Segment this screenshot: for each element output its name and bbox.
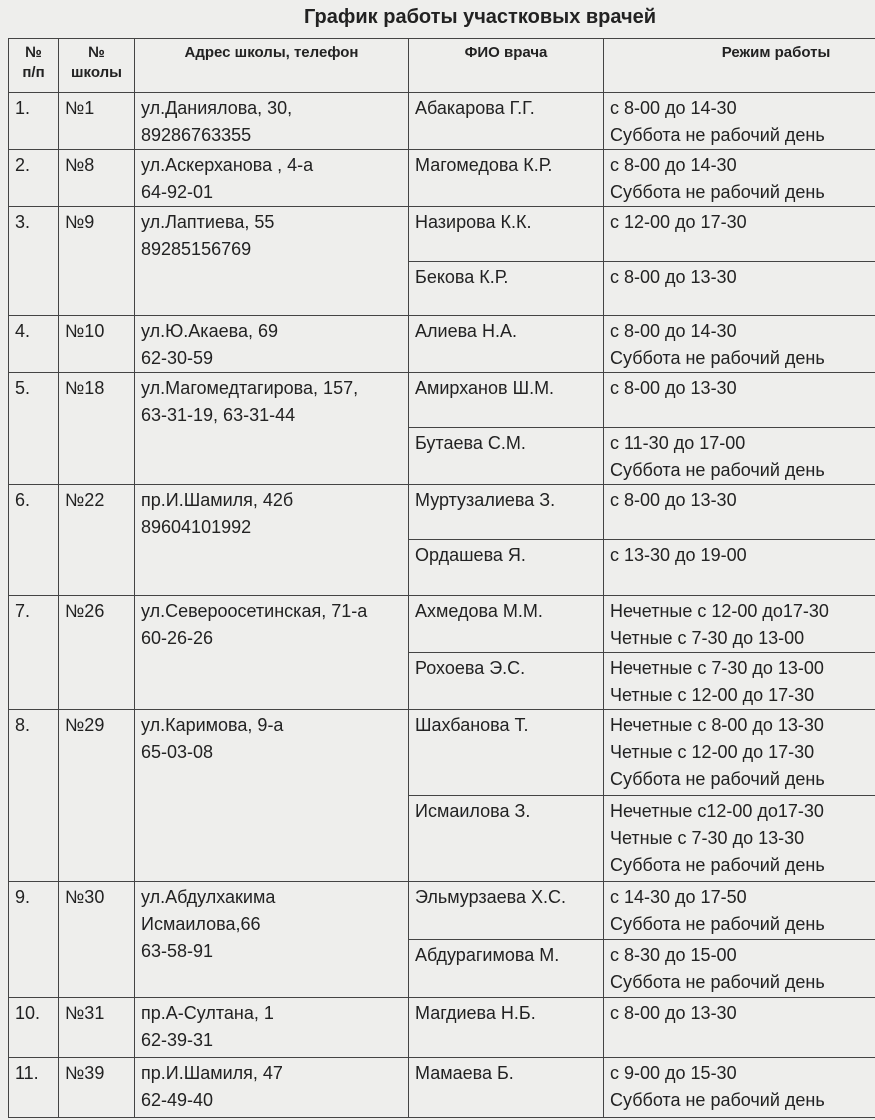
row-number: 7. [9,596,59,710]
address-line: 63-31-19, 63-31-44 [141,405,296,425]
address-line: ул.Каримова, 9-а [141,715,284,735]
work-mode [604,998,875,1058]
doctor-name: Абакарова Г.Г. [409,93,604,150]
page-title: График работы участковых врачей [303,6,657,28]
table-row [9,882,875,940]
work-mode-line: с 8-00 до 14-30 [610,321,737,341]
work-mode [604,150,875,207]
work-mode-line: Суббота не рабочий день [610,460,825,480]
doctor-name: Исмаилова З. [409,796,604,882]
work-mode [604,373,875,428]
row-number: 11. [9,1058,59,1118]
schedule-table [8,38,875,1118]
work-mode-line: Суббота не рабочий день [610,182,825,202]
address-line: ул.Североосетинская, 71-а [141,601,368,621]
work-mode-line: Суббота не рабочий день [610,972,825,992]
work-mode-line: с 8-00 до 14-30 [610,155,737,175]
doctor-name: Мамаева Б. [409,1058,604,1118]
school-address [135,596,409,710]
table-row [9,150,875,207]
work-mode [604,428,875,485]
table-row [9,596,875,653]
work-mode-line: с 11-30 до 17-00 [610,433,746,453]
work-mode-line: с 8-00 до 13-30 [610,267,737,287]
work-mode-line: с 8-30 до 15-00 [610,945,737,965]
work-mode-line: Суббота не рабочий день [610,348,825,368]
col-header-num-line1: № [25,44,42,61]
table-row [9,1058,875,1118]
work-mode-line: Суббота не рабочий день [610,125,825,145]
col-header-doctor: ФИО врача [409,39,604,93]
row-number: 6. [9,485,59,596]
doctor-name: Бутаева С.М. [409,428,604,485]
address-line: ул.Абдулхакима [141,887,276,907]
school-address [135,150,409,207]
school-number: №30 [59,882,135,998]
address-line: пр.А-Султана, 1 [141,1003,274,1023]
col-header-school [59,39,135,93]
row-number: 8. [9,710,59,882]
school-number: №39 [59,1058,135,1118]
work-mode-line: Нечетные с 12-00 до17-30 [610,601,829,621]
work-mode-line: Суббота не рабочий день [610,855,825,875]
doctor-name: Магомедова К.Р. [409,150,604,207]
work-mode-line: с 8-00 до 13-30 [610,378,737,398]
work-mode [604,262,875,316]
school-number: №31 [59,998,135,1058]
table-body [9,93,875,1118]
doctor-name: Ахмедова М.М. [409,596,604,653]
table-row [9,710,875,796]
address-line: ул.Магомедтагирова, 157, [141,378,359,398]
row-number: 10. [9,998,59,1058]
work-mode [604,316,875,373]
school-address [135,882,409,998]
address-line: 89286763355 [141,125,252,145]
work-mode-line: Четные с 7-30 до 13-30 [610,828,805,848]
work-mode-line: Нечетные с12-00 до17-30 [610,801,824,821]
address-line: 63-58-91 [141,941,214,961]
work-mode [604,882,875,940]
school-number: №29 [59,710,135,882]
school-number: №10 [59,316,135,373]
work-mode-line: с 13-30 до 19-00 [610,545,747,565]
doctor-name: Эльмурзаева Х.С. [409,882,604,940]
table-row [9,93,875,150]
school-address [135,710,409,882]
col-header-mode: Режим работы [604,39,875,93]
header-row [9,39,875,93]
doctor-name: Магдиева Н.Б. [409,998,604,1058]
row-number: 1. [9,93,59,150]
work-mode [604,596,875,653]
work-mode-line: с 14-30 до 17-50 [610,887,747,907]
doctor-name: Назирова К.К. [409,207,604,262]
table-row [9,998,875,1058]
col-header-school-line1: № [88,44,105,61]
work-mode-line: Суббота не рабочий день [610,1090,825,1110]
work-mode [604,540,875,596]
address-line: пр.И.Шамиля, 47 [141,1063,283,1083]
address-line: ул.Лаптиева, 55 [141,212,275,232]
row-number: 2. [9,150,59,207]
work-mode-line: Четные с 12-00 до 17-30 [610,742,815,762]
row-number: 5. [9,373,59,485]
work-mode-line: с 12-00 до 17-30 [610,212,747,232]
row-number: 3. [9,207,59,316]
school-number: №9 [59,207,135,316]
address-line: Исмаилова,66 [141,914,261,934]
row-number: 9. [9,882,59,998]
col-header-address: Адрес школы, телефон [135,39,409,93]
address-line: 62-39-31 [141,1030,214,1050]
work-mode [604,796,875,882]
table-row [9,485,875,540]
doctor-name: Ордашева Я. [409,540,604,596]
doctor-name: Рохоева Э.С. [409,653,604,710]
work-mode-line: Нечетные с 8-00 до 13-30 [610,715,824,735]
address-line: 62-49-40 [141,1090,214,1110]
table-row [9,316,875,373]
school-number: №1 [59,93,135,150]
work-mode-line: Суббота не рабочий день [610,769,825,789]
doctor-name: Алиева Н.А. [409,316,604,373]
school-number: №18 [59,373,135,485]
row-number: 4. [9,316,59,373]
address-line: ул.Ю.Акаева, 69 [141,321,278,341]
work-mode-line: с 8-00 до 14-30 [610,98,737,118]
work-mode [604,940,875,998]
doctor-name: Муртузалиева З. [409,485,604,540]
work-mode-line: Нечетные с 7-30 до 13-00 [610,658,824,678]
col-header-school-line2: школы [71,64,122,81]
school-address [135,998,409,1058]
address-line: пр.И.Шамиля, 42б [141,490,294,510]
school-number: №22 [59,485,135,596]
address-line: 64-92-01 [141,182,214,202]
table-row [9,207,875,262]
work-mode-line: Четные с 7-30 до 13-00 [610,628,805,648]
school-number: №8 [59,150,135,207]
work-mode [604,1058,875,1118]
doctor-name: Абдурагимова М. [409,940,604,998]
work-mode-line: Суббота не рабочий день [610,914,825,934]
school-address [135,93,409,150]
address-line: 89285156769 [141,239,252,259]
table-row [9,373,875,428]
school-address [135,1058,409,1118]
work-mode [604,710,875,796]
doctor-name: Бекова К.Р. [409,262,604,316]
work-mode-line: Четные с 12-00 до 17-30 [610,685,815,705]
col-header-num [9,39,59,93]
address-line: 62-30-59 [141,348,214,368]
address-line: 65-03-08 [141,742,214,762]
address-line: ул.Аскерханова , 4-а [141,155,314,175]
work-mode-line: с 8-00 до 13-30 [610,490,737,510]
work-mode [604,485,875,540]
doctor-name: Шахбанова Т. [409,710,604,796]
address-line: 60-26-26 [141,628,214,648]
doctor-name: Амирханов Ш.М. [409,373,604,428]
school-address [135,316,409,373]
address-line: 89604101992 [141,517,252,537]
work-mode-line: с 9-00 до 15-30 [610,1063,737,1083]
school-address [135,207,409,316]
work-mode [604,653,875,710]
work-mode [604,93,875,150]
school-address [135,485,409,596]
work-mode [604,207,875,262]
school-address [135,373,409,485]
work-mode-line: с 8-00 до 13-30 [610,1003,737,1023]
col-header-num-line2: п/п [22,64,45,81]
address-line: ул.Даниялова, 30, [141,98,293,118]
school-number: №26 [59,596,135,710]
